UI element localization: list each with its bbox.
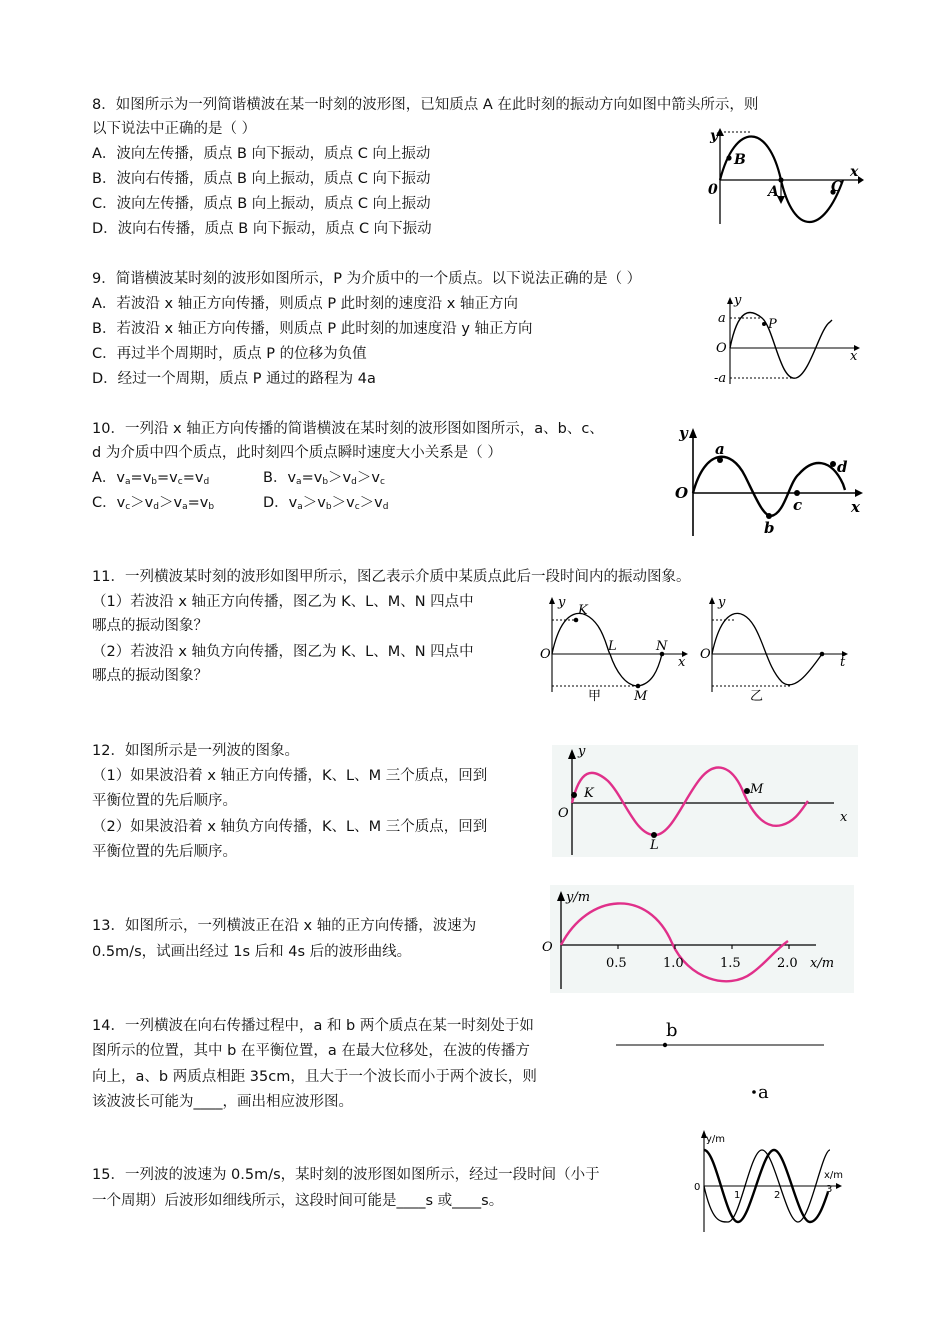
q13-fig-tick-0-5: 0.5 bbox=[606, 956, 627, 971]
q9-fig-x-label: x bbox=[850, 349, 858, 364]
q11-figure-yi bbox=[698, 596, 854, 706]
q9-fig-amplitude-label: a bbox=[718, 311, 726, 326]
q13-fig-tick-1-0: 1.0 bbox=[663, 956, 684, 971]
q9-fig-neg-amplitude-label: -a bbox=[714, 371, 727, 386]
q11-yi-y-label: y bbox=[718, 596, 726, 610]
q15-fig-x-label: x/m bbox=[824, 1170, 844, 1181]
q12-fig-point-l: L bbox=[650, 838, 659, 853]
q11-jia-point-m: M bbox=[634, 689, 648, 704]
q11-jia-origin-label: O bbox=[540, 647, 551, 662]
q15-fig-y-label: y/m bbox=[706, 1134, 726, 1145]
q9-stem: 9．简谐横波某时刻的波形如图所示，P 为介质中的一个质点。以下说法正确的是（ ） bbox=[92, 271, 642, 287]
q11-stem: 11．一列横波某时刻的波形如图甲所示，图乙表示介质中某质点此后一段时间内的振动图象。 bbox=[92, 569, 691, 585]
q15-wave-figure bbox=[690, 1128, 850, 1234]
q9-option-a[interactable]: A．若波沿 x 轴正方向传播，则质点 P 此时刻的速度沿 x 轴正方向 bbox=[92, 296, 518, 312]
q13-fig-tick-1-5: 1.5 bbox=[720, 956, 741, 971]
q13-fig-y-label: y/m bbox=[566, 890, 591, 905]
q11-jia-point-k: K bbox=[578, 603, 588, 618]
q12-part1-line2: 平衡位置的先后顺序。 bbox=[92, 793, 237, 809]
q11-jia-point-n: N bbox=[656, 639, 668, 654]
q10-fig-point-b: b bbox=[764, 519, 775, 537]
q9-option-b[interactable]: B．若波沿 x 轴正方向传播，则质点 P 此时刻的加速度沿 y 轴正方向 bbox=[92, 321, 533, 337]
q15-fig-tick-2: 2 bbox=[774, 1190, 781, 1201]
q13-fig-tick-2-0: 2.0 bbox=[777, 956, 798, 971]
q10-option-a[interactable]: A．$v_a=v_b=v_c=v_d$ bbox=[92, 470, 210, 487]
q11-yi-t-label: t bbox=[840, 655, 846, 670]
q8-stem-line1: 8．如图所示为一列简谐横波在某一时刻的波形图，已知质点 A 在此时刻的振动方向如图中箭头所示，则 bbox=[92, 97, 759, 113]
q10-stem-line2: d 为介质中四个质点，此时刻四个质点瞬时速度大小关系是（ ） bbox=[92, 445, 502, 461]
q13-wave-figure bbox=[540, 885, 854, 993]
q9-fig-point-p: P bbox=[768, 317, 777, 332]
q10-wave-figure bbox=[673, 420, 865, 538]
q8-wave-figure bbox=[700, 124, 865, 234]
q10-option-b[interactable]: B．$v_a=v_b>v_d>v_c$ bbox=[263, 470, 385, 487]
q8-fig-origin-label: 0 bbox=[708, 182, 718, 198]
q11-jia-point-l: L bbox=[608, 639, 617, 654]
q9-option-c[interactable]: C．再过半个周期时，质点 P 的位移为负值 bbox=[92, 346, 367, 362]
q12-fig-point-m: M bbox=[750, 782, 764, 797]
q14-figure bbox=[612, 1016, 828, 1106]
q11-part1-line1: （1）若波沿 x 轴正方向传播，图乙为 K、L、M、N 四点中 bbox=[92, 594, 474, 610]
q11-part2-line2: 哪点的振动图象？ bbox=[92, 668, 208, 684]
q13-fig-x-label: x/m bbox=[810, 956, 835, 971]
q11-part1-line2: 哪点的振动图象？ bbox=[92, 618, 208, 634]
q14-line3: 向上，a、b 两质点相距 35cm，且大于一个波长而小于两个波长，则 bbox=[92, 1069, 537, 1085]
q10-fig-point-a: a bbox=[715, 440, 725, 458]
q10-option-d[interactable]: D．$v_a>v_b>v_c>v_d$ bbox=[263, 495, 389, 512]
q12-stem: 12．如图所示是一列波的图象。 bbox=[92, 743, 299, 759]
q8-option-d[interactable]: D．波向右传播，质点 B 向下振动，质点 C 向下振动 bbox=[92, 221, 432, 237]
q8-stem-line2: 以下说法中正确的是（ ） bbox=[92, 121, 257, 137]
q12-fig-x-label: x bbox=[840, 810, 848, 825]
q14-fig-point-a: a bbox=[758, 1082, 769, 1103]
q11-jia-caption: 甲 bbox=[588, 689, 602, 704]
q15-line1: 15．一列波的波速为 0.5m/s，某时刻的波形图如图所示，经过一段时间（小于 bbox=[92, 1167, 600, 1183]
q11-jia-x-label: x bbox=[678, 655, 686, 670]
q12-fig-point-k: K bbox=[584, 786, 594, 801]
q14-line2: 图所示的位置，其中 b 在平衡位置，a 在最大位移处，在波的传播方 bbox=[92, 1043, 530, 1059]
q8-option-b[interactable]: B．波向右传播，质点 B 向上振动，质点 C 向下振动 bbox=[92, 171, 431, 187]
q9-wave-figure bbox=[712, 294, 862, 388]
q12-fig-y-label: y bbox=[578, 745, 586, 759]
q11-part2-line1: （2）若波沿 x 轴负方向传播，图乙为 K、L、M、N 四点中 bbox=[92, 644, 474, 660]
q9-fig-y-label: y bbox=[734, 294, 742, 308]
q12-wave-figure bbox=[552, 745, 858, 857]
q12-part1-line1: （1）如果波沿着 x 轴正方向传播，K、L、M 三个质点，回到 bbox=[92, 768, 488, 784]
q8-option-a[interactable]: A．波向左传播，质点 B 向下振动，质点 C 向上振动 bbox=[92, 146, 431, 162]
q10-fig-y-label: y bbox=[679, 424, 688, 442]
q8-option-c[interactable]: C．波向左传播，质点 B 向上振动，质点 C 向上振动 bbox=[92, 196, 431, 212]
q11-figure-jia bbox=[538, 596, 693, 706]
q11-yi-origin-label: O bbox=[700, 647, 711, 662]
q10-option-c[interactable]: C．$v_c>v_d>v_a=v_b$ bbox=[92, 495, 215, 512]
q10-fig-origin-label: O bbox=[675, 484, 689, 502]
q10-stem-line1: 10．一列沿 x 轴正方向传播的简谐横波在某时刻的波形图如图所示，a、b、c、 bbox=[92, 421, 604, 437]
q14-line4: 该波波长可能为____，画出相应波形图。 bbox=[92, 1094, 353, 1110]
q15-line2: 一个周期）后波形如细线所示，这段时间可能是____s 或____s。 bbox=[92, 1193, 504, 1209]
q9-fig-origin-label: O bbox=[716, 341, 727, 356]
q10-fig-point-c: c bbox=[793, 496, 803, 514]
q14-fig-point-b: b bbox=[666, 1020, 678, 1041]
q13-line1: 13．如图所示，一列横波正在沿 x 轴的正方向传播，波速为 bbox=[92, 918, 477, 934]
q8-fig-y-label: y bbox=[710, 128, 719, 144]
q10-fig-point-d: d bbox=[837, 458, 848, 476]
q14-line1: 14．一列横波在向右传播过程中，a 和 b 两个质点在某一时刻处于如 bbox=[92, 1018, 534, 1034]
q13-line2: 0.5m/s，试画出经过 1s 后和 4s 后的波形曲线。 bbox=[92, 944, 412, 960]
q8-fig-point-b: B bbox=[734, 152, 746, 168]
q15-fig-tick-1: 1 bbox=[734, 1190, 741, 1201]
q8-fig-x-label: x bbox=[850, 164, 859, 180]
q12-fig-origin-label: O bbox=[558, 806, 569, 821]
q8-fig-point-c: C bbox=[831, 179, 843, 195]
q15-fig-tick-3: 3 bbox=[826, 1184, 833, 1195]
q11-yi-caption: 乙 bbox=[750, 689, 764, 704]
q12-part2-line1: （2）如果波沿着 x 轴负方向传播，K、L、M 三个质点，回到 bbox=[92, 819, 488, 835]
q15-fig-origin-label: 0 bbox=[694, 1182, 701, 1193]
q9-option-d[interactable]: D．经过一个周期，质点 P 通过的路程为 4a bbox=[92, 371, 376, 387]
q8-fig-point-a: A bbox=[768, 184, 779, 200]
q13-fig-origin-label: O bbox=[542, 940, 553, 955]
q10-fig-x-label: x bbox=[851, 498, 860, 516]
q11-jia-y-label: y bbox=[558, 596, 566, 610]
q12-part2-line2: 平衡位置的先后顺序。 bbox=[92, 844, 237, 860]
